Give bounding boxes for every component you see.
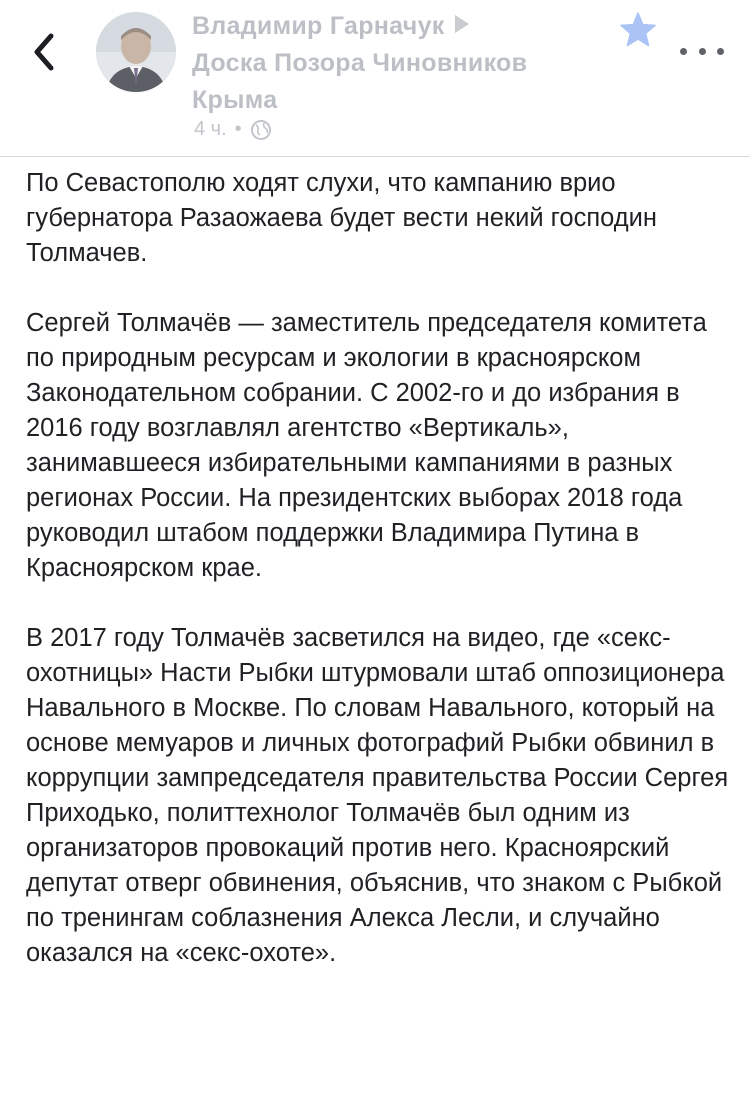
- avatar-photo: [96, 12, 176, 92]
- back-button[interactable]: [22, 28, 66, 76]
- more-dot: [680, 48, 687, 55]
- author-name[interactable]: Владимир Гарначук: [192, 12, 445, 40]
- globe-icon: [250, 119, 272, 141]
- group-name-line2[interactable]: Крыма: [192, 86, 278, 114]
- post-body: [26, 166, 736, 1006]
- post-paragraph-3: В 2017 году Толмачёв засветился на видео, где «секс-охотницы» Насти Рыбки штурмовали штаб оппозиционера Навального в Москве. По словам Навального, который на основе мемуаров и личных фотографий Рыбки обвинил в коррупции зампредседателя правительства России Сергея Приходько, политтехнолог Толмачёв был одним из организаторов провокаций против него. Красноярский депутат отверг обвинения, объяснив, что знаком с Рыбкой по тренингам соблазнения Алекса Лесли, и случайно оказался на «секс-охоте».: [26, 624, 729, 967]
- avatar[interactable]: [96, 12, 176, 92]
- meta-separator: •: [234, 118, 242, 140]
- post-meta: [194, 118, 272, 141]
- post-header: [0, 0, 750, 157]
- arrow-right-icon: [455, 15, 469, 33]
- more-dot: [699, 48, 706, 55]
- more-options-button[interactable]: [680, 36, 724, 66]
- favorite-button[interactable]: [618, 10, 658, 50]
- post-paragraph-2: Сергей Толмачёв — заместитель председателя комитета по природным ресурсам и экологии в красноярском Законодательном собрании. С 2002-го и до избрания в 2016 году возглавлял агентство «Вертикаль», занимавшееся избирательными кампаниями в разных регионах России. На президентских выборах 2018 года руководил штабом поддержки Владимира Путина в Красноярском крае.: [26, 309, 707, 582]
- chevron-left-icon: [29, 32, 59, 72]
- star-icon: [618, 10, 658, 50]
- group-name-line1[interactable]: Доска Позора Чиновников: [192, 49, 528, 77]
- post-time[interactable]: 4 ч.: [194, 118, 227, 140]
- author-block: [192, 8, 612, 119]
- post-paragraph-1: По Севастополю ходят слухи, что кампанию врио губернатора Разаожаева будет вести некий господин Толмачев.: [26, 169, 657, 267]
- more-dot: [717, 48, 724, 55]
